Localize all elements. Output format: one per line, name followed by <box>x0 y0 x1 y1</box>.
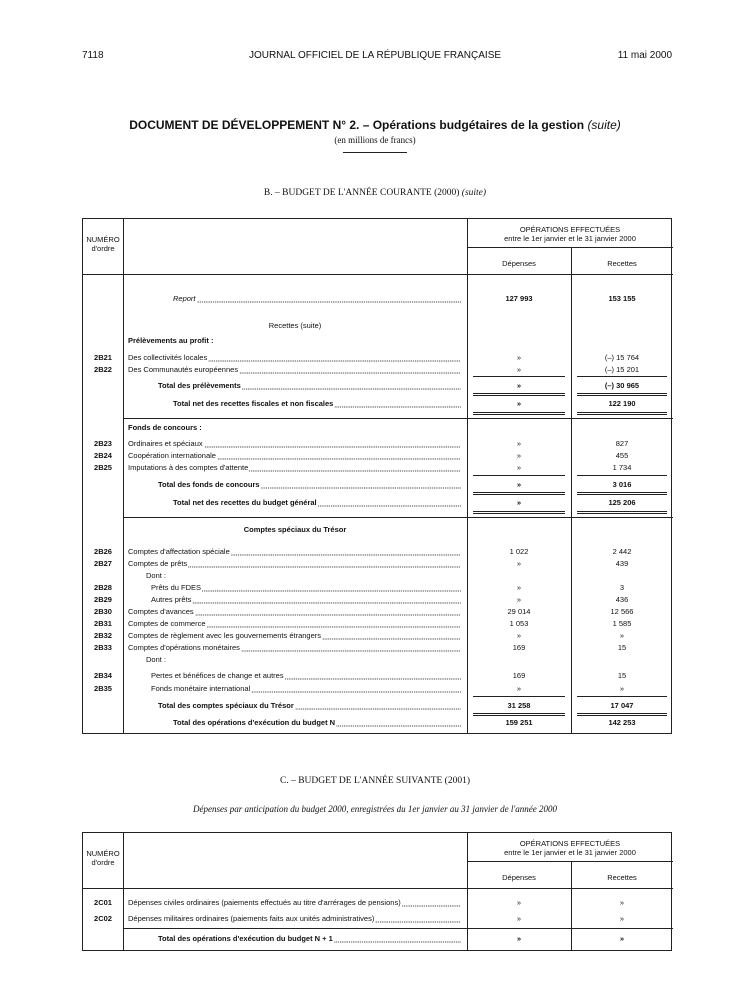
subtotal-rule <box>577 376 667 377</box>
recettes-header: Recettes <box>607 873 637 882</box>
table-row-total <box>83 717 673 728</box>
row-label: Prélèvements au profit : <box>128 336 214 345</box>
table-row-total <box>83 479 673 490</box>
row-number: 2B27 <box>94 559 112 568</box>
table-row <box>83 594 673 605</box>
table-row-total <box>83 700 673 711</box>
row-label-text: Ordinaires et spéciaux <box>128 439 203 448</box>
recettes-value: » <box>619 934 625 943</box>
title-rule <box>343 152 407 153</box>
depenses-value: 31 258 <box>507 701 531 710</box>
row-label-text: Des Communautés européennes <box>128 365 239 374</box>
operations-label: OPÉRATIONS EFFECTUÉES <box>519 225 621 234</box>
row-label-text: Total des comptes spéciaux du Trésor <box>158 701 294 710</box>
table-row <box>83 897 673 908</box>
recettes-value: 153 155 <box>608 294 636 303</box>
total-rule <box>577 511 667 514</box>
table-row-report <box>83 293 673 304</box>
table-row-dont <box>83 654 673 665</box>
depenses-value: 1 053 <box>509 619 529 628</box>
row-label <box>128 438 461 449</box>
recettes-value: 436 <box>615 595 629 604</box>
table-row <box>83 913 673 924</box>
recettes-value: 122 190 <box>608 399 636 408</box>
depenses-value: » <box>516 365 522 374</box>
row-label <box>128 606 461 617</box>
row-number: 2C02 <box>94 914 112 923</box>
row-label <box>128 462 461 473</box>
table-row <box>83 438 673 449</box>
row-label-text: Report <box>173 294 196 303</box>
row-label-text: Prêts du FDES <box>151 583 202 592</box>
depenses-value: 169 <box>512 671 526 680</box>
operations-header <box>467 839 673 857</box>
depenses-value: » <box>516 583 522 592</box>
row-label <box>128 558 461 569</box>
row-label-text: Total des opérations d'exécution du budget N + 1 <box>158 934 333 943</box>
row-label <box>158 380 461 391</box>
recettes-value: 12 566 <box>610 607 634 616</box>
recettes-value: 142 253 <box>608 718 636 727</box>
section-b-title-suffix: (suite) <box>461 188 487 198</box>
section-rule <box>123 418 673 419</box>
row-number: 2B31 <box>94 619 112 628</box>
total-rule <box>473 393 565 396</box>
row-number: 2B34 <box>94 671 112 680</box>
ordre-label: d'ordre <box>91 244 115 253</box>
subtotal-rule <box>473 475 565 476</box>
row-number: 2B29 <box>94 595 112 604</box>
recettes-value: 455 <box>615 451 629 460</box>
row-label <box>128 546 461 557</box>
depenses-value: 159 251 <box>505 718 533 727</box>
recettes-value: 827 <box>615 439 629 448</box>
table-row <box>83 462 673 473</box>
row-label-text: Comptes de commerce <box>128 619 206 628</box>
row-label-text: Total des prélèvements <box>158 381 241 390</box>
row-label <box>173 717 461 728</box>
numero-label: NUMÉRO <box>86 235 120 244</box>
row-label-text: Comptes d'opérations monétaires <box>128 643 240 652</box>
depenses-value: » <box>516 439 522 448</box>
recettes-value: 15 <box>617 643 627 652</box>
row-label <box>128 630 461 641</box>
total-rule <box>473 511 565 514</box>
depenses-value: » <box>516 498 522 507</box>
issue-date: 11 mai 2000 <box>617 50 672 61</box>
depenses-header: Dépenses <box>502 873 536 882</box>
total-rule <box>473 713 565 716</box>
depenses-value: 169 <box>512 643 526 652</box>
total-rule <box>473 492 565 495</box>
depenses-value: » <box>516 914 522 923</box>
depenses-value: » <box>516 595 522 604</box>
table-budget-suivant <box>82 832 672 951</box>
table-row-total <box>83 380 673 391</box>
table-row-total <box>83 497 673 508</box>
ordre-label: d'ordre <box>91 858 115 867</box>
row-label <box>128 642 461 653</box>
table-budget-courant <box>82 218 672 734</box>
recettes-value: 15 <box>617 671 627 680</box>
row-number: 2B23 <box>94 439 112 448</box>
period-label: entre le 1er janvier et le 31 janvier 2000 <box>504 234 636 243</box>
subtotal-rule <box>473 376 565 377</box>
row-number: 2C01 <box>94 898 112 907</box>
depenses-value: » <box>516 480 522 489</box>
operations-label: OPÉRATIONS EFFECTUÉES <box>519 839 621 848</box>
depenses-value: » <box>516 451 522 460</box>
row-label-text: Des collectivités locales <box>128 353 208 362</box>
total-rule <box>473 412 565 415</box>
row-label <box>173 293 461 304</box>
row-number: 2B33 <box>94 643 112 652</box>
depenses-value: » <box>516 399 522 408</box>
row-label <box>151 670 461 681</box>
row-label <box>128 450 461 461</box>
table-row <box>83 450 673 461</box>
numero-header <box>83 235 123 253</box>
depenses-value: 1 022 <box>509 547 529 556</box>
section-rule <box>123 517 673 518</box>
journal-title: JOURNAL OFFICIEL DE LA RÉPUBLIQUE FRANÇAISE <box>248 50 502 61</box>
table-row <box>83 618 673 629</box>
row-number: 2B25 <box>94 463 112 472</box>
total-rule <box>577 393 667 396</box>
row-label <box>173 497 461 508</box>
recettes-value: 1 734 <box>612 463 632 472</box>
recettes-value: » <box>619 684 625 693</box>
depenses-value: » <box>516 898 522 907</box>
row-label-text: Total net des recettes du budget général <box>173 498 317 507</box>
recettes-value: 2 442 <box>612 547 632 556</box>
recettes-value: 3 <box>619 583 625 592</box>
row-label-text: Total net des recettes fiscales et non fiscales <box>173 399 334 408</box>
table-row <box>83 364 673 375</box>
row-number: 2B30 <box>94 607 112 616</box>
numero-label: NUMÉRO <box>86 849 120 858</box>
recettes-value: 439 <box>615 559 629 568</box>
recettes-value: (–) 15 201 <box>604 365 640 374</box>
depenses-value: » <box>516 559 522 568</box>
period-label: entre le 1er janvier et le 31 janvier 2000 <box>504 848 636 857</box>
header-rule <box>467 247 673 248</box>
page-number: 7118 <box>82 50 104 61</box>
units-note: (en millions de francs) <box>334 135 416 145</box>
depenses-header: Dépenses <box>502 259 536 268</box>
row-label-text: Comptes d'affectation spéciale <box>128 547 230 556</box>
row-label: Dont : <box>146 571 167 580</box>
row-label-text: Imputations à des comptes d'attente <box>128 463 249 472</box>
row-label-text: Comptes de prêts <box>128 559 188 568</box>
row-label <box>158 700 461 711</box>
row-number: 2B35 <box>94 684 112 693</box>
header-bottom-rule <box>83 888 673 889</box>
row-label <box>128 913 461 924</box>
table-row-total <box>83 933 673 944</box>
row-label-text: Pertes et bénéfices de change et autres <box>151 671 284 680</box>
row-number: 2B21 <box>94 353 112 362</box>
recettes-value: (–) 15 764 <box>604 353 640 362</box>
row-label-text: Total des fonds de concours <box>158 480 260 489</box>
section-c-title: C. – BUDGET DE L'ANNÉE SUIVANTE (2001) <box>279 776 471 786</box>
document-title-suffix: (suite) <box>587 118 621 132</box>
recettes-suite-heading: Recettes (suite) <box>268 321 322 330</box>
section-b-title-text: B. – BUDGET DE L'ANNÉE COURANTE (2000) <box>263 188 460 198</box>
section-rule <box>123 928 673 929</box>
row-label <box>173 398 461 409</box>
row-label-text: Comptes de règlement avec les gouvernements étrangers <box>128 631 322 640</box>
table-row-total <box>83 398 673 409</box>
row-label <box>128 618 461 629</box>
total-rule <box>577 412 667 415</box>
recettes-value: » <box>619 914 625 923</box>
row-number: 2B24 <box>94 451 112 460</box>
depenses-value: » <box>516 684 522 693</box>
depenses-value: » <box>516 463 522 472</box>
recettes-value: (–) 30 965 <box>604 381 640 390</box>
depenses-value: 127 993 <box>505 294 533 303</box>
operations-header <box>467 225 673 243</box>
row-label <box>151 582 461 593</box>
subtotal-rule <box>577 696 667 697</box>
recettes-value: 125 206 <box>608 498 636 507</box>
prelevements-heading <box>83 335 673 346</box>
subtotal-rule <box>473 696 565 697</box>
recettes-value: 1 585 <box>612 619 632 628</box>
row-label-text: Comptes d'avances <box>128 607 194 616</box>
document-title-text: DOCUMENT DE DÉVELOPPEMENT N° 2. – Opérations budgétaires de la gestion <box>129 118 585 132</box>
depenses-value: » <box>516 934 522 943</box>
row-label <box>151 594 461 605</box>
row-label: Fonds de concours : <box>128 423 202 432</box>
table-row <box>83 582 673 593</box>
row-label <box>158 933 461 944</box>
row-label <box>128 352 461 363</box>
table-row <box>83 642 673 653</box>
depenses-value: » <box>516 631 522 640</box>
recettes-value: » <box>619 631 625 640</box>
table-row <box>83 630 673 641</box>
row-label <box>151 683 461 694</box>
row-label <box>128 364 461 375</box>
total-rule <box>577 492 667 495</box>
row-label-text: Coopération internationale <box>128 451 216 460</box>
section-b-title <box>0 188 750 198</box>
subtotal-rule <box>577 475 667 476</box>
table-row <box>83 683 673 694</box>
comptes-speciaux-heading: Comptes spéciaux du Trésor <box>243 525 347 534</box>
document-title <box>0 118 750 132</box>
section-c-subtitle: Dépenses par anticipation du budget 2000, enregistrées du 1er janvier au 31 janvier de l'année 2000 <box>192 804 558 814</box>
row-label <box>128 897 461 908</box>
table-row <box>83 670 673 681</box>
table-row <box>83 558 673 569</box>
header-bottom-rule <box>83 274 673 275</box>
table-row <box>83 606 673 617</box>
table-row <box>83 352 673 363</box>
depenses-value: » <box>516 381 522 390</box>
depenses-value: » <box>516 353 522 362</box>
recettes-value: » <box>619 898 625 907</box>
row-label-text: Autres prêts <box>151 595 192 604</box>
row-number: 2B22 <box>94 365 112 374</box>
table-row <box>83 546 673 557</box>
header-rule <box>467 861 673 862</box>
row-number: 2B28 <box>94 583 112 592</box>
row-label <box>158 479 461 490</box>
numero-header <box>83 849 123 867</box>
fonds-heading <box>83 422 673 433</box>
recettes-header: Recettes <box>607 259 637 268</box>
row-label-text: Total des opérations d'exécution du budget N <box>173 718 336 727</box>
total-rule <box>577 713 667 716</box>
row-number: 2B32 <box>94 631 112 640</box>
recettes-value: 3 016 <box>612 480 632 489</box>
depenses-value: 29 014 <box>507 607 531 616</box>
recettes-value: 17 047 <box>610 701 634 710</box>
row-label-text: Fonds monétaire international <box>151 684 251 693</box>
row-label-text: Dépenses militaires ordinaires (paiements faits aux unités administratives) <box>128 914 375 923</box>
row-label: Dont : <box>146 655 167 664</box>
row-number: 2B26 <box>94 547 112 556</box>
table-row-dont <box>83 570 673 581</box>
row-label-text: Dépenses civiles ordinaires (paiements effectués au titre d'arrérages de pensions) <box>128 898 401 907</box>
